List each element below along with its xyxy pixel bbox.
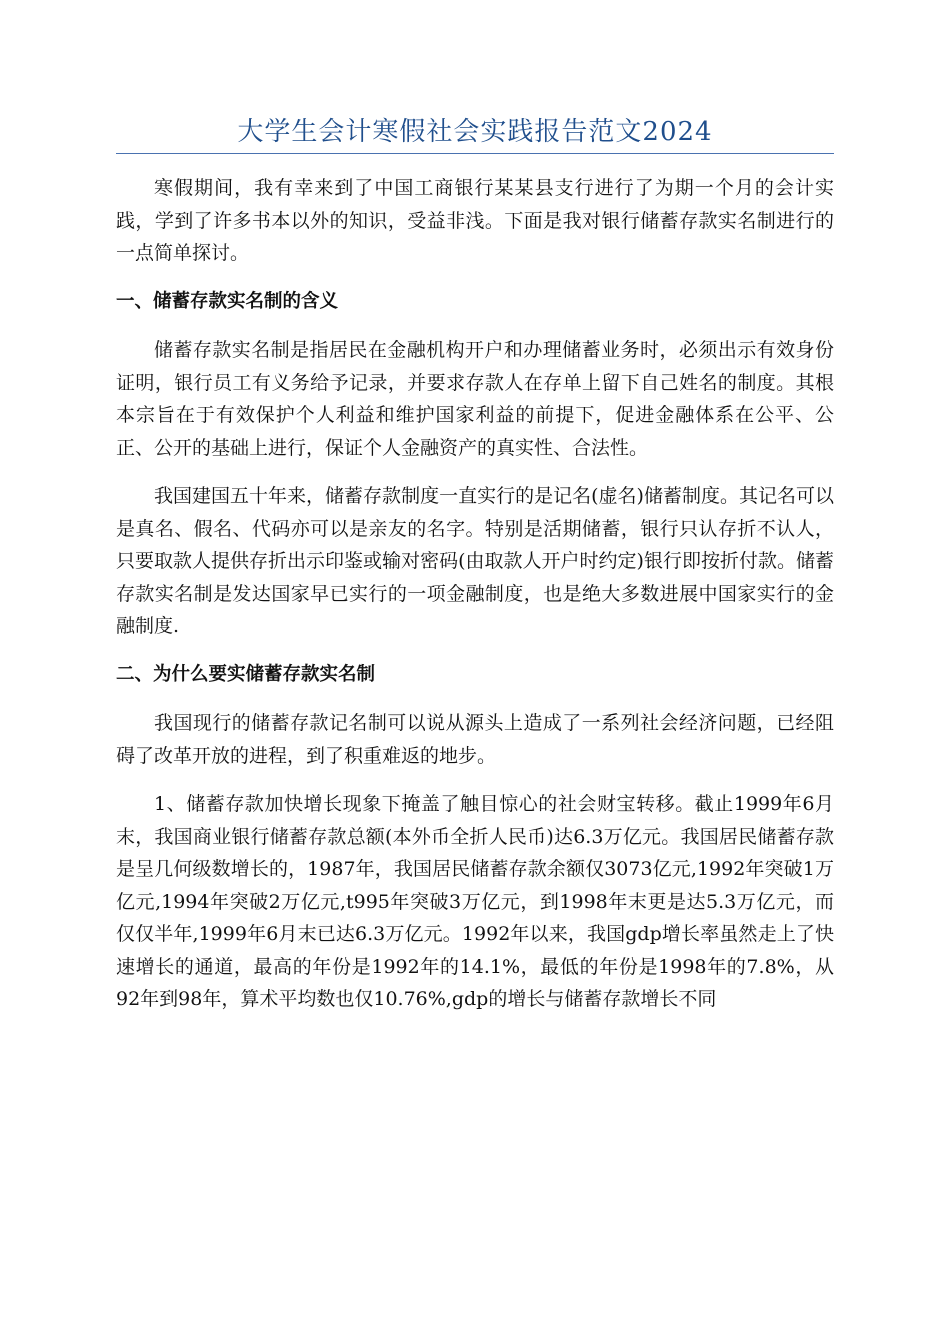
paragraph-definition: 储蓄存款实名制是指居民在金融机构开户和办理储蓄业务时，必须出示有效身份证明，银行员工有义务给予记录，并要求存款人在存单上留下自己姓名的制度。其根本宗旨在于有效保护个人利益和维护国家利益的前提下，促进金融体系在公平、公正、公开的基础上进行，保证个人金融资产的真实性、合法性。 — [116, 339, 834, 459]
paragraph-problems: 我国现行的储蓄存款记名制可以说从源头上造成了一系列社会经济问题，已经阻碍了改革开放的进程，到了积重难返的地步。 — [116, 712, 834, 767]
section-heading-1: 一、储蓄存款实名制的含义 — [116, 290, 339, 312]
paragraph-intro: 寒假期间，我有幸来到了中国工商银行某某县支行进行了为期一个月的会计实践，学到了许多书本以外的知识，受益非浅。下面是我对银行储蓄存款实名制进行的一点简单探讨。 — [116, 177, 834, 264]
title-underline — [116, 153, 834, 154]
document-title: 大学生会计寒假社会实践报告范文2024 — [237, 117, 713, 147]
paragraph-history: 我国建国五十年来，储蓄存款制度一直实行的是记名(虚名)储蓄制度。其记名可以是真名、假名、代码亦可以是亲友的名字。特别是活期储蓄，银行只认存折不认人，只要取款人提供存折出示印鉴或输对密码(由取款人开户时约定)银行即按折付款。储蓄存款实名制是发达国家早已实行的一项金融制度，也是绝大多数进展中国家实行的金融制度. — [116, 485, 834, 637]
section-heading-2: 二、为什么要实储蓄存款实名制 — [116, 663, 376, 685]
paragraph-point-1: 1、储蓄存款加快增长现象下掩盖了触目惊心的社会财宝转移。截止1999年6月末，我国商业银行储蓄存款总额(本外币全折人民币)达6.3万亿元。我国居民储蓄存款是呈几何级数增长的，1987年，我国居民储蓄存款余额仅3073亿元,1992年突破1万亿元,1994年突破2万亿元,t995年突破3万亿元，到1998年末更是达5.3万亿元，而仅仅半年,1999年6月末已达6.3万亿元。1992年以来，我国gdp增长率虽然走上了快速增长的通道，最高的年份是1992年的14.1%，最低的年份是1998年的7.8%，从92年到98年，算术平均数也仅10.76%,gdp的增长与储蓄存款增长不同 — [116, 793, 834, 1010]
document-body — [116, 172, 834, 1032]
